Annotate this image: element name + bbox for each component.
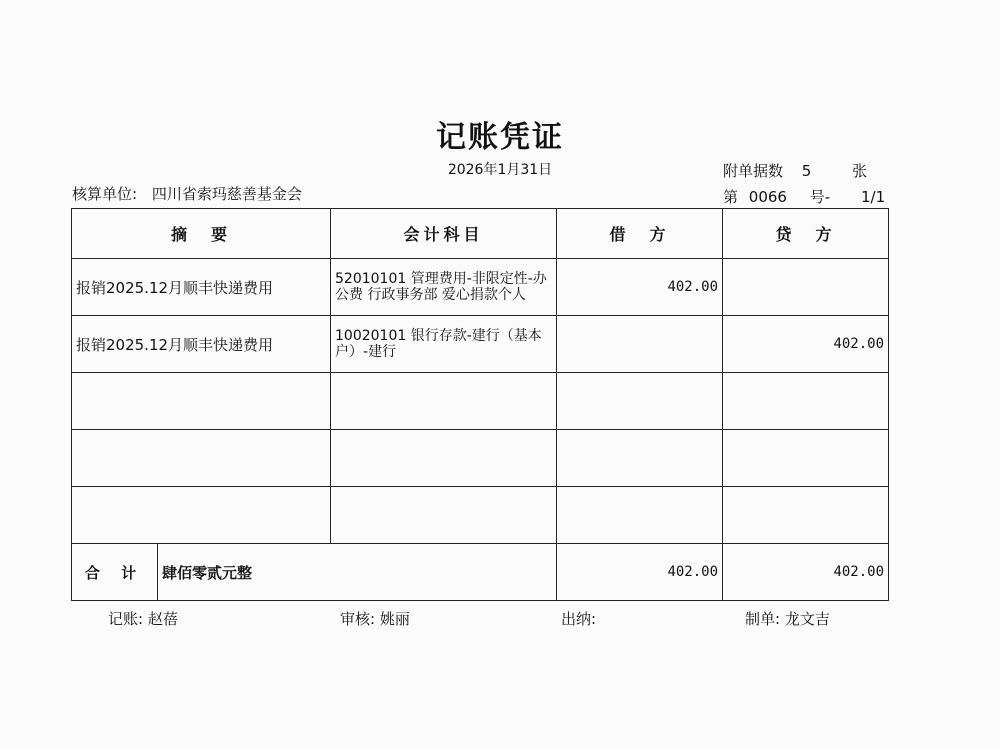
attach-count: 5	[801, 162, 812, 180]
row-debit: 402.00	[557, 259, 723, 316]
voucher-date: 2026年1月31日	[447, 162, 553, 178]
total-row	[72, 544, 889, 601]
table-row	[72, 373, 889, 430]
cashier: 出纳:	[561, 610, 597, 628]
preparer: 制单: 龙文吉	[745, 610, 830, 628]
total-debit: 402.00	[557, 544, 723, 601]
row-debit	[557, 487, 723, 544]
row-summary	[72, 487, 331, 544]
row-subject: 52010101 管理费用-非限定性-办公费 行政事务部 爱心捐款个人	[331, 259, 557, 316]
row-summary	[72, 430, 331, 487]
row-credit	[723, 430, 889, 487]
auditor: 审核: 姚丽	[340, 610, 410, 628]
header-subject: 会计科目	[331, 209, 557, 259]
row-summary: 报销2025.12月顺丰快递费用	[72, 259, 331, 316]
row-debit	[557, 373, 723, 430]
page-number: 1/1	[860, 188, 886, 206]
bookkeeper: 记账: 赵蓓	[108, 610, 178, 628]
table-header	[72, 209, 889, 259]
voucher-table	[71, 208, 889, 601]
attach-unit: 张	[852, 162, 868, 180]
no-suffix: 号-	[809, 188, 831, 206]
attach-label: 附单据数	[723, 162, 784, 180]
voucher-title: 记账凭证	[436, 120, 564, 155]
row-subject: 10020101 银行存款-建行（基本户）-建行	[331, 316, 557, 373]
no-prefix: 第	[723, 188, 739, 206]
table-row	[72, 430, 889, 487]
row-summary	[72, 373, 331, 430]
row-subject	[331, 430, 557, 487]
row-subject	[331, 373, 557, 430]
table-row	[72, 487, 889, 544]
row-credit	[723, 373, 889, 430]
row-subject	[331, 487, 557, 544]
total-in-words: 肆佰零贰元整	[158, 544, 557, 601]
total-credit: 402.00	[723, 544, 889, 601]
row-credit: 402.00	[723, 316, 889, 373]
no-value: 0066	[748, 188, 787, 206]
voucher-number	[723, 186, 885, 207]
attachment-count	[723, 160, 867, 181]
table-row	[72, 259, 889, 316]
row-credit	[723, 487, 889, 544]
row-summary: 报销2025.12月顺丰快递费用	[72, 316, 331, 373]
row-debit	[557, 316, 723, 373]
header-credit: 贷 方	[723, 209, 889, 259]
accounting-unit	[72, 183, 302, 204]
row-credit	[723, 259, 889, 316]
unit-label: 核算单位:	[72, 185, 138, 203]
unit-name: 四川省索玛慈善基金会	[151, 185, 302, 203]
table-row	[72, 316, 889, 373]
row-debit	[557, 430, 723, 487]
header-debit: 借 方	[557, 209, 723, 259]
header-summary: 摘 要	[72, 209, 331, 259]
total-label: 合 计	[72, 544, 158, 601]
